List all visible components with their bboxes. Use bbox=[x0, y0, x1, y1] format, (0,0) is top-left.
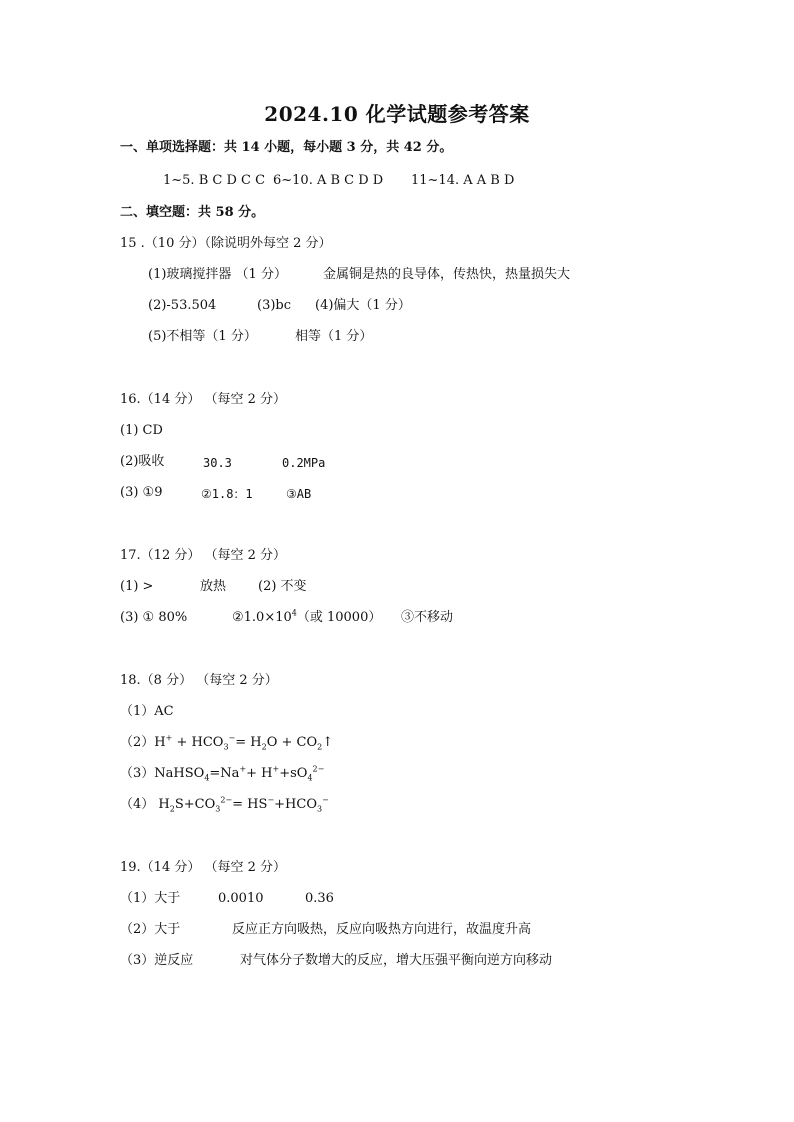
q18-answer-3 bbox=[120, 766, 324, 782]
q17-answer-2: (2) 不变 bbox=[258, 579, 307, 594]
q18-equation-3: NaHSO$_4$=Na++ $H^++sO_4^{2-}$ bbox=[154, 764, 325, 783]
q19-answer-1a: （1）大于 bbox=[120, 891, 181, 906]
q17-answer-3b-exponent: 4 bbox=[291, 608, 297, 618]
q16-answer-3c: ③AB bbox=[286, 487, 312, 501]
q18-header: 18.（8 分） （每空 2 分） bbox=[120, 673, 278, 688]
q16-answer-2-value: 30.3 bbox=[203, 456, 232, 470]
q18-answer-1: （1）AC bbox=[120, 704, 174, 719]
q18-equation-4: $H_2S+CO_3^{2-}= HS^-+HCO_3^-$ bbox=[154, 795, 329, 814]
q16-answer-2: (2)吸收 bbox=[120, 454, 165, 469]
section2-heading: 二、填空题：共 58 分。 bbox=[120, 205, 265, 220]
q15-answer-1-reason: 金属铜是热的良导体，传热快，热量损失大 bbox=[323, 267, 571, 282]
q15-answer-5b: 相等（1 分） bbox=[295, 329, 373, 344]
q16-answer-3b: ②1.8：1 bbox=[201, 487, 253, 501]
mc-answers-6-10: 6~10. A B C D D bbox=[273, 173, 384, 188]
q15-answer-5a: (5)不相等（1 分） bbox=[148, 329, 257, 344]
q15-answer-3: (3)bc bbox=[257, 298, 292, 313]
q19-answer-3a: （3）逆反应 bbox=[120, 953, 194, 968]
q18-answer-2 bbox=[120, 735, 333, 751]
q17-answer-3b bbox=[232, 610, 381, 626]
q17-answer-1b: 放热 bbox=[200, 579, 227, 594]
q18-answer-4-label: （4） bbox=[120, 797, 155, 812]
q15-answer-4: (4)偏大（1 分） bbox=[315, 298, 411, 313]
q16-answer-2-pressure: 0.2MPa bbox=[282, 456, 326, 470]
q18-answer-3-label: （3） bbox=[120, 766, 155, 781]
document-title: 2024.10 化学试题参考答案 bbox=[264, 102, 530, 126]
q17-answer-3b-alt: （或 10000） bbox=[296, 610, 382, 625]
q16-header: 16.（14 分） （每空 2 分） bbox=[120, 392, 287, 407]
q19-answer-2a: （2）大于 bbox=[120, 922, 181, 937]
q17-header: 17.（12 分） （每空 2 分） bbox=[120, 548, 287, 563]
q18-equation-2: $H^+ + HCO_3^-= H_2O$ + $CO_2↑$ bbox=[154, 733, 334, 752]
q19-answer-2b: 反应正方向吸热，反应向吸热方向进行，故温度升高 bbox=[232, 922, 532, 937]
q15-answer-1: (1)玻璃搅拌器 （1 分） bbox=[148, 267, 287, 282]
q19-answer-1c: 0.36 bbox=[305, 891, 334, 906]
mc-answers-11-14: 11~14. A A B D bbox=[411, 173, 515, 188]
q18-answer-4 bbox=[120, 797, 329, 813]
q19-answer-1b: 0.0010 bbox=[218, 891, 264, 906]
q16-answer-1: (1) CD bbox=[120, 423, 163, 438]
section1-heading: 一、单项选择题：共 14 小题，每小题 3 分，共 42 分。 bbox=[120, 140, 453, 155]
q15-header: 15 .（10 分）（除说明外每空 2 分） bbox=[120, 236, 332, 251]
q16-answer-3a: (3) ①9 bbox=[120, 485, 163, 500]
q17-answer-3b-base: ②1.0×10 bbox=[232, 610, 292, 625]
q17-answer-3c: ③不移动 bbox=[401, 610, 454, 625]
q15-answer-2: (2)-53.504 bbox=[148, 298, 217, 313]
q17-answer-1a: (1) > bbox=[120, 579, 154, 594]
q19-header: 19.（14 分） （每空 2 分） bbox=[120, 860, 287, 875]
q17-answer-3a: (3) ① 80% bbox=[120, 610, 188, 625]
q19-answer-3b: 对气体分子数增大的反应，增大压强平衡向逆方向移动 bbox=[240, 953, 553, 968]
q18-answer-2-label: （2） bbox=[120, 735, 155, 750]
mc-answers-1-5: 1~5. B C D C C bbox=[163, 173, 266, 188]
